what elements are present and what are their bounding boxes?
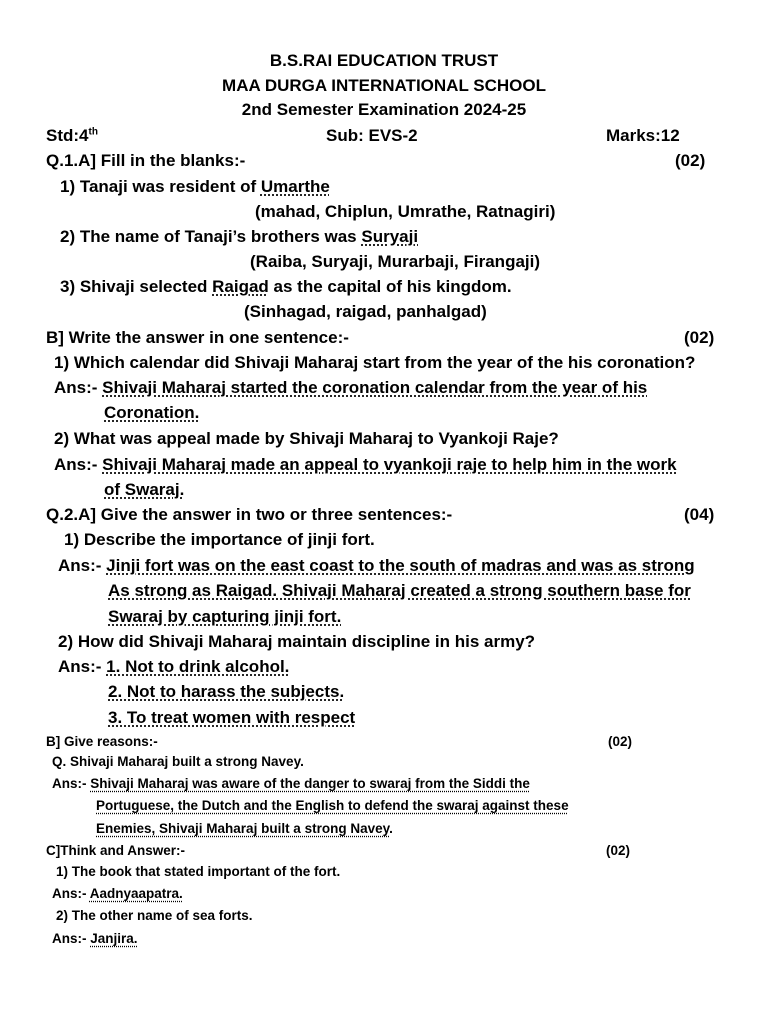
q2c-answer-1-text: Aadnyaapatra.: [89, 886, 183, 901]
q1a-item-2: [60, 226, 418, 248]
q2c-question-1: 1) The book that stated important of the fort.: [56, 864, 341, 879]
q2a-answer-1: [58, 555, 695, 577]
marks-label: Marks:12: [606, 126, 680, 145]
q1b-answer-2: [54, 454, 677, 476]
q1a-item-3-options: (Sinhagad, raigad, panhalgad): [244, 302, 487, 321]
answer-label: Ans:-: [54, 378, 103, 397]
q2a-answer-2-line-2: [108, 681, 344, 703]
q2c-marks: (02): [606, 843, 631, 858]
q1a-item-1-answer: Umarthe: [260, 177, 330, 196]
exam-title: 2nd Semester Examination 2024-25: [241, 100, 527, 119]
q2b-marks: (02): [608, 734, 633, 749]
q1a-item-3-answer: Raigad: [212, 277, 269, 296]
q1b-answer-1-line-1: Shivaji Maharaj started the coronation calendar from the year of his: [102, 378, 648, 397]
q1a-item-3-text: 3) Shivaji selected: [60, 277, 213, 296]
q2b-answer-line-3-end: .: [389, 821, 393, 836]
school-name: MAA DURGA INTERNATIONAL SCHOOL: [222, 76, 546, 95]
q2a-answer-2-line-2-text: 2. Not to harass the subjects.: [108, 682, 345, 701]
q2b-answer-line-3: [96, 820, 393, 838]
q1a-item-2-options: (Raiba, Suryaji, Murarbaji, Firangaji): [250, 252, 541, 271]
q2a-marks: (04): [684, 505, 715, 524]
q2a-answer-2-line-3: [108, 707, 355, 729]
q2b-answer-line-1: Shivaji Maharaj was aware of the danger to swaraj from the Siddi the: [90, 776, 530, 791]
q2a-answer-1-line-2: [108, 580, 691, 602]
q1b-marks: (02): [684, 328, 715, 347]
answer-label: Ans:-: [58, 556, 107, 575]
q1a-item-1: [60, 176, 330, 198]
q2a-answer-1-line-1: Jinji fort was on the east coast to the south of madras and was as strong: [106, 556, 695, 575]
q1a-item-1-options: (mahad, Chiplun, Umrathe, Ratnagiri): [255, 202, 556, 221]
trust-name: B.S.RAI EDUCATION TRUST: [269, 51, 499, 70]
std-label: [46, 125, 98, 147]
q2a-answer-2-line-3-text: 3. To treat women with respect: [108, 708, 356, 727]
q2c-title: C]Think and Answer:-: [46, 843, 186, 858]
q2a-question-1: 1) Describe the importance of jinji fort.: [64, 530, 375, 549]
q2a-answer-1-line-2-text: As strong as Raigad. Shivaji Maharaj created a strong southern base for: [108, 581, 691, 600]
q1b-question-2: 2) What was appeal made by Shivaji Maharaj to Vyankoji Raje?: [54, 429, 559, 448]
q2a-answer-2-line-1: 1. Not to drink alcohol.: [106, 657, 290, 676]
q1b-answer-1-line-2-text: Coronation.: [104, 403, 200, 422]
std-superscript: th: [88, 126, 98, 138]
q2b-answer-line-3-text: Enemies, Shivaji Maharaj built a strong Navey: [96, 821, 390, 836]
q2a-title: Q.2.A] Give the answer in two or three sentences:-: [46, 505, 453, 524]
q2b-title: B] Give reasons:-: [46, 734, 158, 749]
q2c-answer-2: [52, 930, 138, 948]
q2c-answer-2-text: Janjira.: [90, 931, 138, 946]
q2a-answer-1-line-3-text: Swaraj by capturing jinji fort.: [108, 607, 342, 626]
answer-label: Ans:-: [52, 931, 91, 946]
std-text: Std:4: [46, 126, 89, 145]
q1b-title: B] Write the answer in one sentence:-: [46, 328, 349, 347]
q1a-marks: (02): [675, 151, 706, 170]
q2c-question-2: 2) The other name of sea forts.: [56, 908, 253, 923]
q2b-answer-line-2: [96, 797, 569, 815]
q1b-answer-2-line-2-text: of Swaraj.: [104, 480, 185, 499]
q1b-answer-2-line-1: Shivaji Maharaj made an appeal to vyankoji raje to help him in the work: [102, 455, 677, 474]
q1a-item-3-text-after: as the capital of his kingdom.: [268, 277, 512, 296]
subject-label: Sub: EVS-2: [326, 126, 418, 145]
answer-label: Ans:-: [58, 657, 107, 676]
q1b-answer-1: [54, 377, 647, 399]
q1a-item-2-text: 2) The name of Tanaji’s brothers was: [60, 227, 362, 246]
q1a-item-1-text: 1) Tanaji was resident of: [60, 177, 261, 196]
q1b-answer-2-line-2: [104, 479, 184, 501]
q2a-answer-1-line-3: [108, 606, 341, 628]
q1b-answer-1-line-2: [104, 402, 199, 424]
q2b-answer: [52, 775, 530, 793]
q1a-title: Q.1.A] Fill in the blanks:-: [46, 151, 246, 170]
q2a-question-2: 2) How did Shivaji Maharaj maintain discipline in his army?: [58, 632, 536, 651]
q2b-question: Q. Shivaji Maharaj built a strong Navey.: [52, 754, 304, 769]
q2a-answer-2: [58, 656, 289, 678]
q1a-item-3: [60, 276, 512, 298]
q2c-answer-1: [52, 885, 183, 903]
q1a-item-2-answer: Suryaji: [361, 227, 419, 246]
answer-label: Ans:-: [54, 455, 103, 474]
answer-label: Ans:-: [52, 886, 90, 901]
q2b-answer-line-2-text: Portuguese, the Dutch and the English to defend the swaraj against these: [96, 798, 569, 813]
answer-label: Ans:-: [52, 776, 91, 791]
q1b-question-1: 1) Which calendar did Shivaji Maharaj start from the year of the his coronation?: [54, 353, 696, 372]
